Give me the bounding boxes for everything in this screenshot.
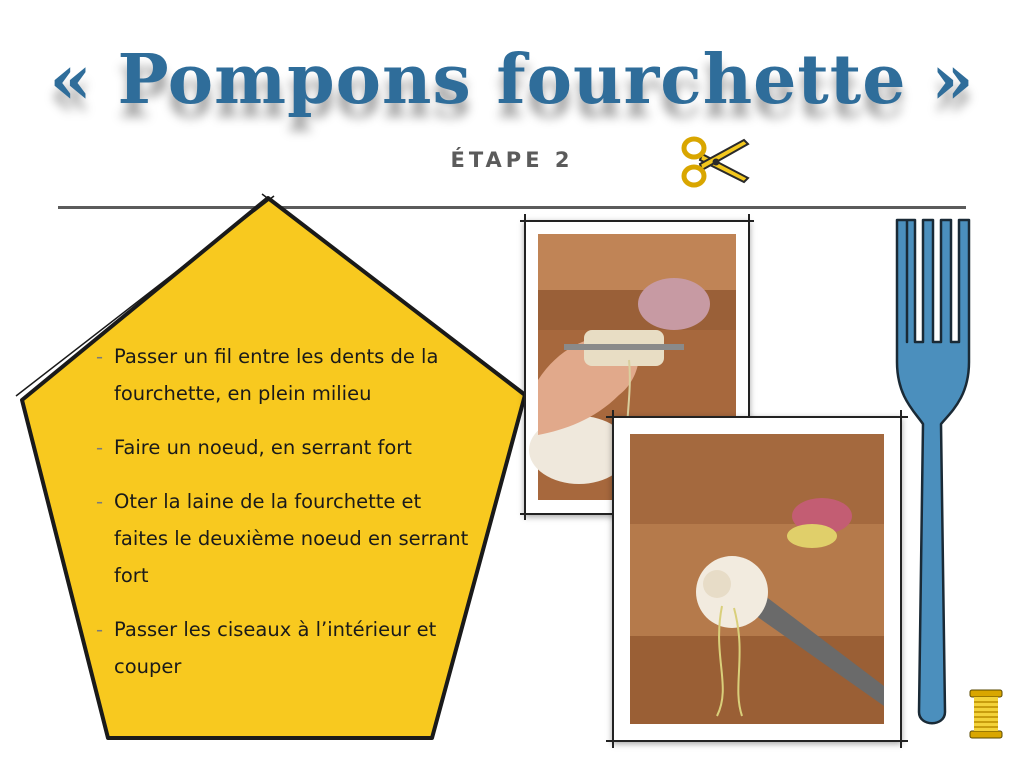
step-item-3: - Oter la laine de la fourchette et faites le deuxième noeud en serrant fort [96,483,476,594]
step-item-4: - Passer les ciseaux à l’intérieur et couper [96,611,476,685]
page-title: « Pompons fourchette » [49,40,975,120]
fork-icon [885,212,981,742]
thread-spool-icon [968,688,1004,740]
step-label: ÉTAPE 2 [450,148,574,172]
step-item-1: - Passer un fil entre les dents de la fourchette, en plein milieu [96,338,476,412]
scissors-icon [680,132,752,192]
photo-tied-pompom [612,416,902,742]
instructions-list [96,338,476,702]
step-item-2: - Faire un noeud, en serrant fort [96,429,476,466]
